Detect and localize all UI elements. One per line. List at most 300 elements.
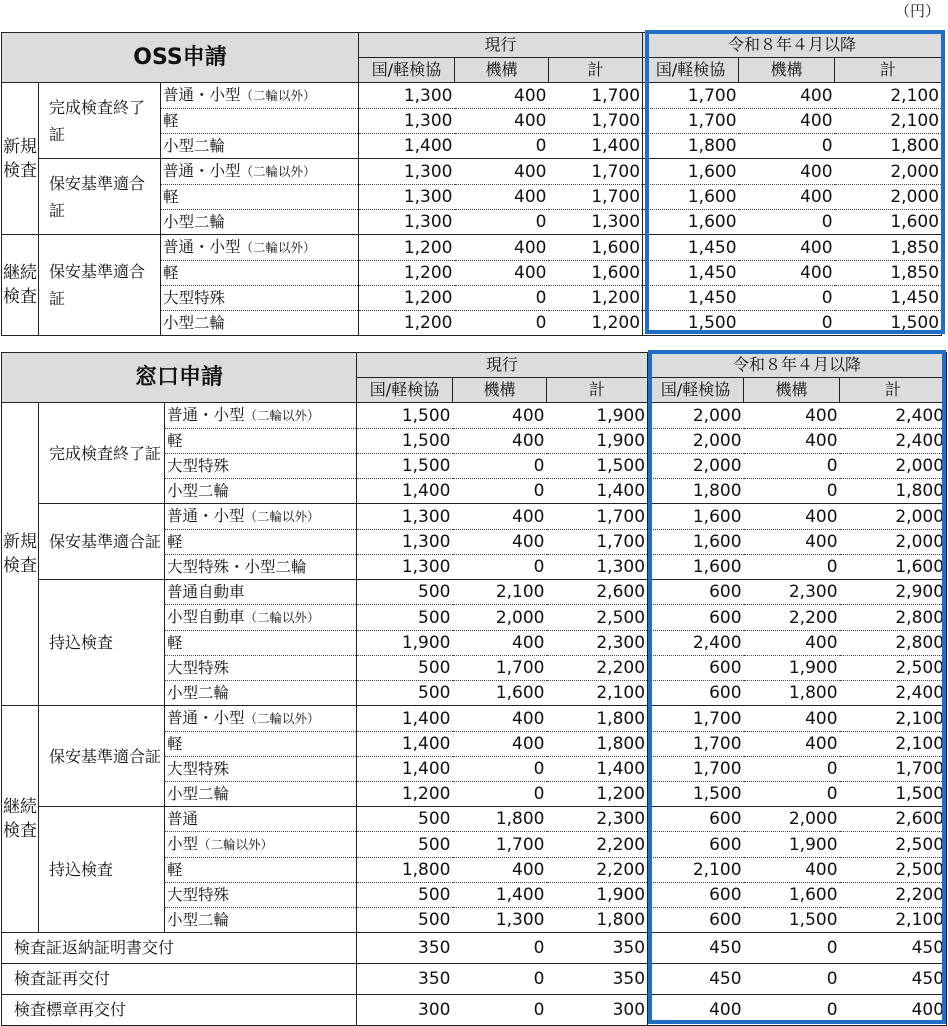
vehicle-type-label: 小型二輪: [163, 137, 226, 155]
new-org-fee: 0: [739, 210, 835, 235]
vehicle-type: [161, 286, 359, 311]
new-country-fee: 1,600: [648, 504, 744, 530]
table-row: [2, 159, 942, 185]
current-total-fee: 350: [547, 964, 648, 995]
vehicle-type: [161, 261, 359, 286]
new-org-fee: 400: [744, 530, 840, 555]
current-total-fee: 350: [547, 933, 648, 964]
new-country-fee: 600: [648, 832, 744, 858]
vehicle-type-label: 小型二輪: [167, 911, 230, 929]
vehicle-type-note: （二輪以外）: [198, 837, 274, 852]
current-total-fee: 1,600: [549, 261, 643, 286]
current-country-fee: 1,400: [357, 479, 453, 504]
current-org-fee: 400: [453, 403, 547, 429]
current-total-fee: 1,900: [547, 429, 648, 454]
current-org-fee: 0: [453, 454, 547, 479]
new-total-fee: 1,500: [835, 311, 942, 336]
new-country-fee: 600: [648, 656, 744, 681]
vehicle-type-label: 軽: [167, 735, 183, 753]
new-org-fee: 400: [739, 109, 835, 134]
table-row: [2, 235, 942, 261]
current-total-fee: 1,700: [547, 504, 648, 530]
vehicle-type-note: （二輪以外）: [244, 610, 320, 625]
vehicle-type: [165, 530, 357, 555]
new-total-fee: 2,900: [840, 580, 947, 605]
new-org-fee: 0: [739, 134, 835, 159]
new-total-fee: 1,600: [835, 210, 942, 235]
new-total-fee: 2,500: [840, 858, 947, 883]
new-total-fee: 2,500: [840, 832, 947, 858]
current-org-fee: 400: [453, 732, 547, 757]
new-country-fee: 1,500: [643, 311, 739, 336]
current-org-fee: 1,300: [453, 908, 547, 933]
current-country-fee: 1,800: [357, 858, 453, 883]
new-org-fee: 400: [739, 83, 835, 109]
current-org-fee: 0: [455, 210, 549, 235]
new-org-fee: 400: [744, 732, 840, 757]
current-country-fee: 500: [357, 605, 453, 631]
current-org-fee: 0: [455, 311, 549, 336]
table-row: [2, 807, 947, 832]
current-org-fee: 2,000: [453, 605, 547, 631]
current-org-fee: 400: [453, 858, 547, 883]
current-total-fee: 300: [547, 995, 648, 1026]
vehicle-type-label: 小型二輪: [163, 314, 226, 332]
current-org-fee: 400: [453, 429, 547, 454]
current-total-fee: 2,100: [547, 681, 648, 706]
vehicle-type: [165, 479, 357, 504]
new-total-fee: 1,700: [840, 757, 947, 782]
new-country-fee: 1,600: [648, 555, 744, 580]
new-country-fee: 450: [648, 964, 744, 995]
current-country-fee: 1,400: [357, 757, 453, 782]
vehicle-type: [165, 883, 357, 908]
new-country-fee: 2,400: [648, 631, 744, 656]
vehicle-type-label: 軽: [167, 861, 183, 879]
new-total-fee: 2,100: [835, 83, 942, 109]
new-country-fee: 2,000: [648, 429, 744, 454]
vehicle-type-note: （二輪以外）: [244, 509, 320, 524]
current-total-fee: 1,700: [549, 83, 643, 109]
new-total-fee: 2,000: [840, 454, 947, 479]
table-row: [2, 933, 947, 964]
new-total-fee: 1,800: [835, 134, 942, 159]
certificate-type: 持込検査: [39, 807, 165, 933]
unit-label: （円）: [894, 2, 940, 20]
vehicle-type-label: 大型特殊: [167, 886, 230, 904]
current-total-fee: 1,400: [547, 479, 648, 504]
new-total-fee: 2,400: [840, 681, 947, 706]
new-country-fee: 1,450: [643, 261, 739, 286]
table-row: [2, 403, 947, 429]
window-table-title: 窓口申請: [2, 353, 357, 403]
current-country-fee: 1,300: [359, 109, 455, 134]
current-country-fee: 1,300: [357, 504, 453, 530]
new-org-fee: 0: [744, 995, 840, 1026]
table-row: [2, 995, 947, 1026]
new-total-fee: 1,600: [840, 555, 947, 580]
vehicle-type: [161, 134, 359, 159]
new-country-fee: 1,500: [648, 782, 744, 807]
new-org-fee: 1,800: [744, 681, 840, 706]
current-country-fee: 500: [357, 832, 453, 858]
new-org-fee: 0: [744, 782, 840, 807]
current-org-fee: 400: [455, 109, 549, 134]
current-country-fee: 300: [357, 995, 453, 1026]
current-org-fee: 400: [453, 504, 547, 530]
current-org-fee: 0: [455, 286, 549, 311]
certificate-type: 持込検査: [39, 580, 165, 706]
new-country-fee: 2,000: [648, 454, 744, 479]
current-country-fee: 1,300: [357, 530, 453, 555]
new-country-fee: 2,100: [648, 858, 744, 883]
current-total-fee: 1,200: [547, 782, 648, 807]
current-total-fee: 1,700: [547, 530, 648, 555]
new-total-fee: 2,200: [840, 883, 947, 908]
current-country-header: 国/軽検協: [357, 378, 453, 403]
vehicle-type-label: 小型二輪: [163, 213, 226, 231]
vehicle-type: [165, 807, 357, 832]
vehicle-type: [165, 403, 357, 429]
vehicle-type-label: 普通・小型: [167, 507, 245, 525]
current-org-fee: 0: [453, 964, 547, 995]
table-row: [2, 504, 947, 530]
new-country-fee: 1,600: [643, 210, 739, 235]
vehicle-type: [165, 656, 357, 681]
new-org-fee: 400: [739, 185, 835, 210]
current-total-fee: 2,500: [547, 605, 648, 631]
new-org-fee: 0: [744, 555, 840, 580]
new-org-fee: 0: [744, 479, 840, 504]
vehicle-type-note: （二輪以外）: [240, 88, 316, 103]
current-org-fee: 0: [455, 134, 549, 159]
vehicle-type-note: （二輪以外）: [240, 164, 316, 179]
current-org-fee: 0: [453, 995, 547, 1026]
current-country-fee: 1,900: [357, 631, 453, 656]
current-group-header: 現行: [357, 353, 648, 378]
current-org-fee: 0: [453, 782, 547, 807]
vehicle-type: [161, 159, 359, 185]
certificate-type: 保安基準適合証: [39, 159, 161, 235]
new-country-fee: 1,700: [643, 83, 739, 109]
current-total-fee: 2,200: [547, 832, 648, 858]
current-total-header: 計: [547, 378, 648, 403]
current-country-fee: 500: [357, 681, 453, 706]
vehicle-type: [161, 83, 359, 109]
current-country-fee: 1,500: [357, 454, 453, 479]
current-org-fee: 0: [453, 479, 547, 504]
vehicle-type-label: 普通・小型: [163, 86, 241, 104]
new-country-header: 国/軽検協: [643, 58, 739, 83]
new-country-fee: 600: [648, 883, 744, 908]
new-org-fee: 400: [739, 235, 835, 261]
vehicle-type: [165, 504, 357, 530]
new-org-fee: 400: [744, 706, 840, 732]
vehicle-type-label: 軽: [163, 188, 179, 206]
vehicle-type: [161, 109, 359, 134]
new-total-fee: 1,850: [835, 235, 942, 261]
current-country-fee: 500: [357, 883, 453, 908]
vehicle-type-note: （二輪以外）: [244, 711, 320, 726]
new-org-fee: 0: [739, 286, 835, 311]
current-country-fee: 1,200: [359, 261, 455, 286]
vehicle-type: [161, 311, 359, 336]
new-total-fee: 1,500: [840, 782, 947, 807]
vehicle-type-label: 軽: [167, 432, 183, 450]
new-org-fee: 2,300: [744, 580, 840, 605]
vehicle-type-label: 普通・小型: [163, 238, 241, 256]
current-org-fee: 1,800: [453, 807, 547, 832]
new-total-fee: 2,100: [840, 908, 947, 933]
current-country-fee: 1,300: [359, 159, 455, 185]
new-country-fee: 2,000: [648, 403, 744, 429]
vehicle-type-note: （二輪以外）: [244, 408, 320, 423]
new-total-fee: 2,800: [840, 605, 947, 631]
new-country-fee: 1,700: [648, 732, 744, 757]
vehicle-type-label: 大型特殊: [167, 659, 230, 677]
new-total-fee: 2,100: [840, 732, 947, 757]
current-total-fee: 1,800: [547, 732, 648, 757]
current-org-fee: 0: [453, 555, 547, 580]
new-total-fee: 2,600: [840, 807, 947, 832]
new-org-fee: 400: [744, 403, 840, 429]
current-country-fee: 1,300: [359, 210, 455, 235]
current-country-fee: 1,200: [359, 311, 455, 336]
oss-fee-table: [1, 32, 942, 336]
new-total-fee: 2,400: [840, 429, 947, 454]
current-org-fee: 400: [455, 159, 549, 185]
new-country-fee: 600: [648, 580, 744, 605]
new-total-fee: 1,800: [840, 479, 947, 504]
vehicle-type-label: 軽: [167, 533, 183, 551]
vehicle-type: [165, 681, 357, 706]
current-total-fee: 1,400: [547, 757, 648, 782]
new-org-fee: 400: [739, 261, 835, 286]
new-country-fee: 1,600: [648, 530, 744, 555]
oss-table-title: OSS申請: [2, 33, 359, 83]
new-total-fee: 2,000: [840, 530, 947, 555]
new-org-fee: 1,600: [744, 883, 840, 908]
new-country-fee: 1,800: [648, 479, 744, 504]
current-total-fee: 1,200: [549, 286, 643, 311]
current-country-fee: 1,300: [359, 185, 455, 210]
current-total-fee: 2,200: [547, 656, 648, 681]
current-org-fee: 1,400: [453, 883, 547, 908]
current-total-fee: 2,300: [547, 631, 648, 656]
new-country-fee: 600: [648, 681, 744, 706]
vehicle-type: [165, 782, 357, 807]
current-total-fee: 1,900: [547, 403, 648, 429]
current-total-fee: 1,700: [549, 185, 643, 210]
current-total-fee: 1,800: [547, 908, 648, 933]
table-row: [2, 580, 947, 605]
current-org-fee: 1,700: [453, 656, 547, 681]
new-total-fee: 2,100: [840, 706, 947, 732]
vehicle-type: [165, 858, 357, 883]
new-country-fee: 1,800: [643, 134, 739, 159]
current-org-fee: 0: [453, 757, 547, 782]
vehicle-type-label: 大型特殊: [167, 760, 230, 778]
vehicle-type: [161, 210, 359, 235]
new-total-header: 計: [840, 378, 947, 403]
vehicle-type-label: 軽: [163, 112, 179, 130]
vehicle-type-label: 普通自動車: [167, 583, 245, 601]
vehicle-type-label: 小型二輪: [167, 785, 230, 803]
new-total-fee: 2,000: [840, 504, 947, 530]
current-total-fee: 1,300: [549, 210, 643, 235]
vehicle-type: [165, 631, 357, 656]
vehicle-type: [165, 454, 357, 479]
vehicle-type-label: 小型: [167, 835, 199, 853]
current-total-fee: 1,500: [547, 454, 648, 479]
new-org-fee: 1,900: [744, 832, 840, 858]
current-country-fee: 1,500: [357, 403, 453, 429]
vehicle-type-label: 普通・小型: [167, 709, 245, 727]
certificate-type: 保安基準適合証: [39, 504, 165, 580]
current-total-fee: 1,700: [549, 109, 643, 134]
new-country-fee: 1,700: [648, 706, 744, 732]
current-org-fee: 2,100: [453, 580, 547, 605]
new-country-fee: 600: [648, 807, 744, 832]
vehicle-type-label: 普通: [167, 810, 199, 828]
current-country-fee: 500: [357, 807, 453, 832]
new-total-fee: 1,450: [835, 286, 942, 311]
vehicle-type: [165, 605, 357, 631]
vehicle-type-label: 大型特殊・小型二輪: [167, 558, 307, 576]
new-org-fee: 0: [739, 311, 835, 336]
vehicle-type: [165, 757, 357, 782]
current-total-fee: 1,200: [549, 311, 643, 336]
current-country-fee: 1,200: [359, 286, 455, 311]
current-org-header: 機構: [455, 58, 549, 83]
current-country-fee: 1,300: [359, 83, 455, 109]
certificate-type: 保安基準適合証: [39, 235, 161, 336]
vehicle-type: [165, 832, 357, 858]
current-country-fee: 500: [357, 580, 453, 605]
current-total-fee: 1,600: [549, 235, 643, 261]
new-group-header: 令和８年４月以降: [643, 33, 942, 58]
vehicle-type-label: 普通・小型: [167, 406, 245, 424]
current-org-header: 機構: [453, 378, 547, 403]
new-org-fee: 400: [744, 858, 840, 883]
current-country-fee: 1,500: [357, 429, 453, 454]
new-country-fee: 450: [648, 933, 744, 964]
current-total-header: 計: [549, 58, 643, 83]
current-country-fee: 500: [357, 656, 453, 681]
current-org-fee: 400: [453, 706, 547, 732]
new-total-fee: 400: [840, 995, 947, 1026]
current-country-fee: 1,400: [357, 732, 453, 757]
certificate-type: 完成検査終了証: [39, 83, 161, 159]
new-country-header: 国/軽検協: [648, 378, 744, 403]
current-total-fee: 2,200: [547, 858, 648, 883]
new-org-fee: 2,200: [744, 605, 840, 631]
current-total-fee: 2,300: [547, 807, 648, 832]
current-org-fee: 0: [453, 933, 547, 964]
vehicle-type-note: （二輪以外）: [240, 240, 316, 255]
current-country-fee: 1,400: [359, 134, 455, 159]
new-org-fee: 400: [744, 429, 840, 454]
new-total-fee: 2,400: [840, 403, 947, 429]
new-org-fee: 0: [744, 757, 840, 782]
current-org-fee: 1,700: [453, 832, 547, 858]
current-total-fee: 1,800: [547, 706, 648, 732]
new-country-fee: 1,450: [643, 235, 739, 261]
new-total-header: 計: [835, 58, 942, 83]
current-group-header: 現行: [359, 33, 643, 58]
vehicle-type: [161, 185, 359, 210]
misc-item-label: 検査標章再交付: [2, 995, 357, 1026]
new-org-fee: 0: [744, 933, 840, 964]
current-org-fee: 400: [455, 261, 549, 286]
new-org-fee: 0: [744, 454, 840, 479]
current-org-fee: 400: [455, 83, 549, 109]
current-total-fee: 1,900: [547, 883, 648, 908]
new-group-header: 令和８年４月以降: [648, 353, 947, 378]
inspection-category: 新規検査: [2, 83, 39, 235]
new-total-fee: 2,800: [840, 631, 947, 656]
current-country-fee: 350: [357, 964, 453, 995]
new-total-fee: 450: [840, 964, 947, 995]
new-country-fee: 600: [648, 908, 744, 933]
table-row: [2, 83, 942, 109]
new-total-fee: 2,000: [835, 159, 942, 185]
vehicle-type-label: 大型特殊: [163, 289, 226, 307]
new-total-fee: 450: [840, 933, 947, 964]
table-row: [2, 964, 947, 995]
new-country-fee: 1,700: [648, 757, 744, 782]
table-row: [2, 706, 947, 732]
current-org-fee: 400: [455, 185, 549, 210]
window-fee-table: [1, 352, 947, 1026]
current-total-fee: 1,700: [549, 159, 643, 185]
new-total-fee: 2,000: [835, 185, 942, 210]
current-total-fee: 1,400: [549, 134, 643, 159]
inspection-category: 継続検査: [2, 706, 39, 933]
current-country-fee: 1,200: [357, 782, 453, 807]
current-country-fee: 500: [357, 908, 453, 933]
certificate-type: 保安基準適合証: [39, 706, 165, 807]
vehicle-type: [165, 706, 357, 732]
misc-item-label: 検査証再交付: [2, 964, 357, 995]
vehicle-type: [165, 580, 357, 605]
misc-item-label: 検査証返納証明書交付: [2, 933, 357, 964]
current-org-fee: 1,600: [453, 681, 547, 706]
certificate-type: 完成検査終了証: [39, 403, 165, 504]
vehicle-type: [165, 908, 357, 933]
vehicle-type-label: 小型二輪: [167, 684, 230, 702]
new-country-fee: 1,450: [643, 286, 739, 311]
new-country-fee: 1,700: [643, 109, 739, 134]
inspection-category: 継続検査: [2, 235, 39, 336]
vehicle-type: [165, 429, 357, 454]
current-country-fee: 350: [357, 933, 453, 964]
inspection-category: 新規検査: [2, 403, 39, 706]
vehicle-type: [161, 235, 359, 261]
vehicle-type: [165, 732, 357, 757]
new-total-fee: 2,100: [835, 109, 942, 134]
new-country-fee: 400: [648, 995, 744, 1026]
current-org-fee: 400: [455, 235, 549, 261]
vehicle-type: [165, 555, 357, 580]
vehicle-type-label: 大型特殊: [167, 457, 230, 475]
new-org-fee: 400: [744, 504, 840, 530]
current-country-fee: 1,200: [359, 235, 455, 261]
new-org-fee: 400: [739, 159, 835, 185]
new-org-fee: 0: [744, 964, 840, 995]
vehicle-type-label: 小型自動車: [167, 608, 245, 626]
current-country-fee: 1,400: [357, 706, 453, 732]
